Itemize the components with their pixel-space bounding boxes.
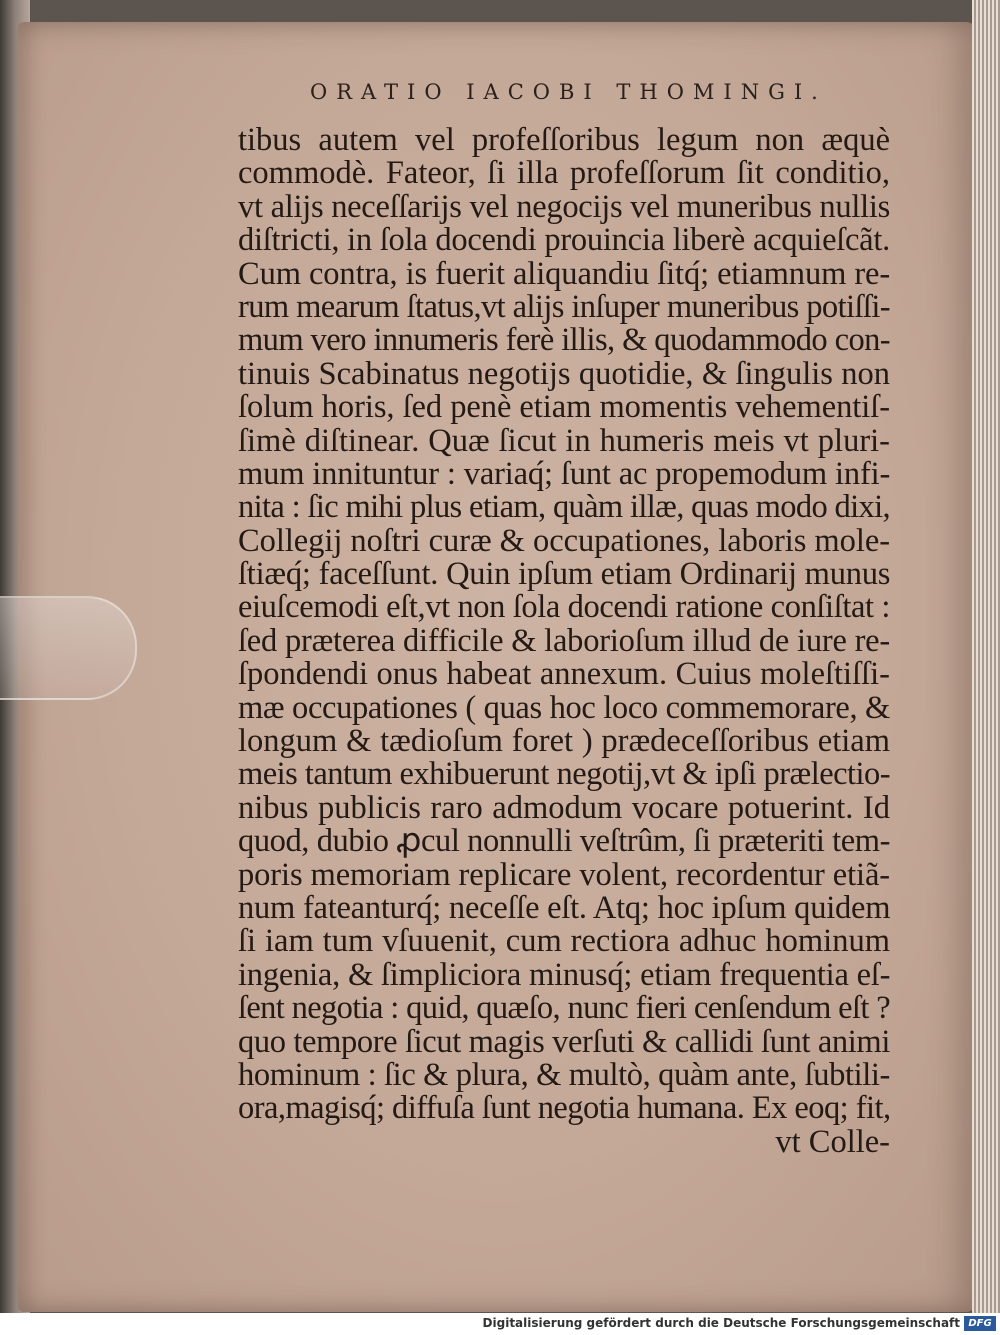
- text-line: tibus autem vel profeſſoribus legum non æquè: [238, 122, 890, 158]
- funding-credit: Digitalisierung gefördert durch die Deutsche Forschungsgemeinschaft: [482, 1316, 960, 1330]
- text-line: quod, dubio ꝓcul nonnulli veſtrûm, ſi præteriti tem-: [238, 823, 890, 860]
- text-line: mæ occupationes ( quas hoc loco commemorare, &: [238, 689, 890, 726]
- dfg-logo: DFG: [964, 1316, 996, 1331]
- text-line: ora,magisq́; diffuſa ſunt negotia humana. Ex eoq; fit,: [238, 1090, 891, 1127]
- page-clip-artifact: [0, 596, 137, 700]
- text-line: quo tempore ſicut magis verſuti & callidi ſunt animi: [238, 1023, 890, 1060]
- text-line: ſi iam tum vſuuenit, cum rectiora adhuc hominum: [238, 923, 890, 960]
- text-line: ſolum horis, ſed penè etiam momentis vehementiſ-: [238, 389, 890, 426]
- footer-bar: [0, 1313, 1000, 1335]
- text-line: vt alijs neceſſarijs vel negocijs vel muneribus nullis: [238, 188, 890, 225]
- text-line: longum & tædioſum foret ) prædeceſſoribus etiam: [238, 723, 890, 760]
- text-line: diſtricti, in ſola docendi prouincia liberè acquieſcãt.: [238, 222, 890, 259]
- text-line: num fateanturq́; neceſſe eſt. Atq; hoc ipſum quidem: [238, 889, 891, 926]
- text-line: Cum contra, is fuerit aliquandiu ſitq́; etiamnum re-: [238, 255, 891, 292]
- text-line: mum vero innumeris ferè illis, & quodammodo con-: [238, 322, 890, 359]
- text-line: mum innituntur : variaq́; ſunt ac propemodum infi-: [238, 455, 891, 492]
- page-stack-edge: [972, 0, 1000, 1335]
- text-line: ſtiæq́; faceſſunt. Quin ipſum etiam Ordinarij munus: [238, 556, 891, 593]
- text-line: nita : ſic mihi plus etiam, quàm illæ, quas modo dixi,: [238, 489, 890, 526]
- text-line: tinuis Scabinatus negotijs quotidie, & ſingulis non: [238, 355, 890, 392]
- text-line: ſpondendi onus habeat annexum. Cuius moleſtiſſi-: [238, 656, 890, 693]
- text-line: rum mearum ſtatus,vt alijs inſuper muneribus potiſſi-: [238, 288, 890, 325]
- text-line: Collegij noſtri curæ & occupationes, laboris mole-: [238, 522, 890, 559]
- body-text: [238, 124, 890, 1159]
- text-line: ſent negotia : quid, quæſo, nunc fieri cenſendum eſt ?: [238, 990, 890, 1027]
- text-line: nibus publicis raro admodum vocare potuerint. Id: [238, 789, 890, 826]
- text-line: ſed præterea difficile & laborioſum illud de iure re-: [238, 622, 890, 659]
- text-line: commodè. Fateor, ſi illa profeſſorum ſit conditio,: [238, 155, 890, 192]
- text-line: eiuſcemodi eſt,vt non ſola docendi ratione conſiſtat :: [238, 589, 890, 626]
- text-line: hominum : ſic & plura, & multò, quàm ante, ſubtili-: [238, 1056, 890, 1093]
- text-line: poris memoriam replicare volent, recordentur etiã-: [238, 856, 890, 893]
- text-line: meis tantum exhibuerunt negotij,vt & ipſi prælectio-: [238, 756, 890, 793]
- text-line: ingenia, & ſimpliciora minusq́; etiam frequentia eſ-: [238, 956, 891, 993]
- text-line: ſimè diſtinear. Quæ ſicut in humeris meis vt pluri-: [238, 422, 890, 459]
- running-head: ORATIO IACOBI THOMINGI.: [310, 80, 827, 104]
- catchword: vt Colle-: [775, 1123, 890, 1160]
